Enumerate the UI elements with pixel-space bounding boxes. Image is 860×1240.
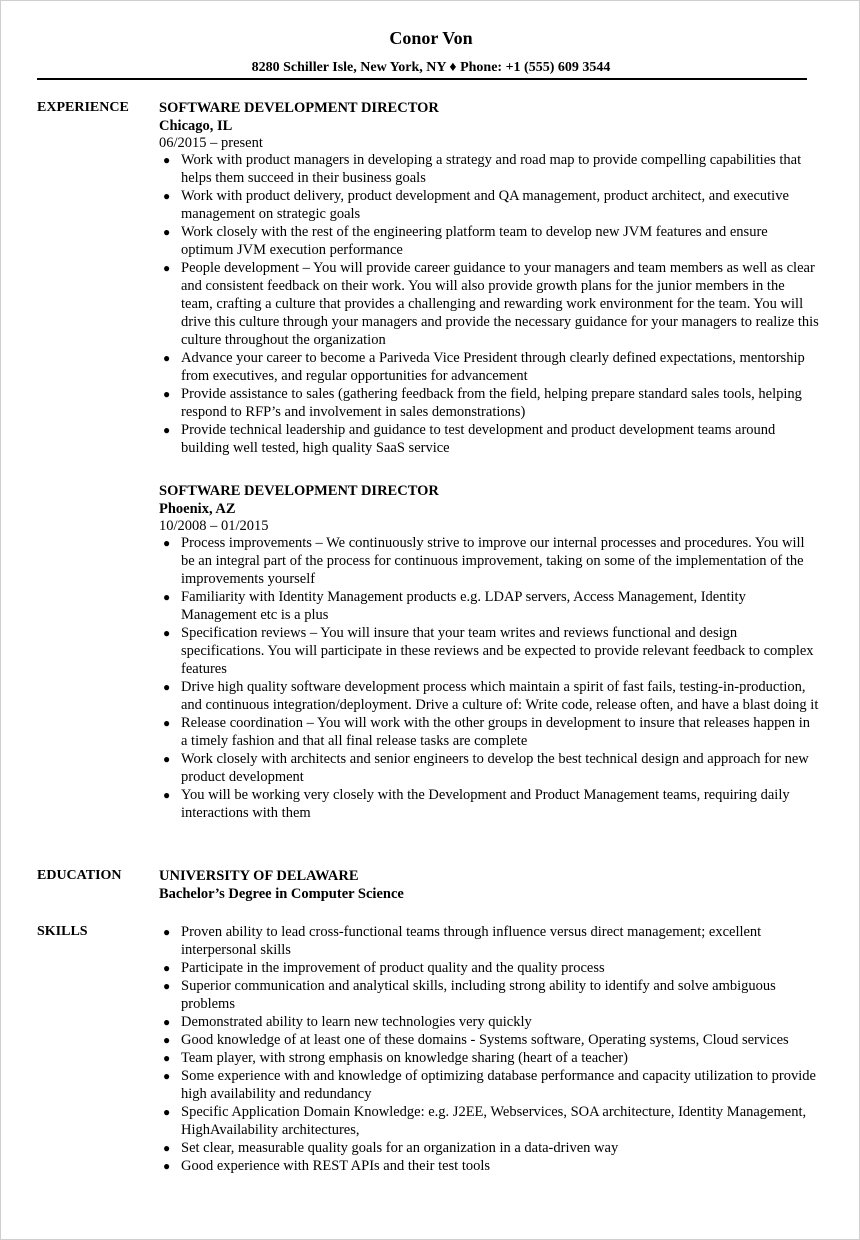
list-item-text: Provide assistance to sales (gathering feedback from the field, helping prepare standard sales tools, helping respond to RFP’s and involvement in sales demonstrations): [181, 386, 802, 420]
list-item-text: Demonstrated ability to learn new technologies very quickly: [181, 1014, 532, 1030]
list-item-text: Good knowledge of at least one of these domains - Systems software, Operating systems, Cloud services: [181, 1032, 789, 1048]
job-title: SOFTWARE DEVELOPMENT DIRECTOR: [159, 100, 439, 116]
bullet-icon: ●: [163, 680, 171, 694]
list-item: [159, 1103, 819, 1139]
contact-line: 8280 Schiller Isle, New York, NY ♦ Phone: +1 (555) 609 3544: [251, 60, 611, 75]
list-item: [159, 534, 819, 588]
bullet-icon: ●: [163, 925, 171, 939]
list-item-text: Work with product managers in developing a strategy and road map to provide compelling capabilities that helps them succeed in their business goals: [181, 152, 802, 186]
list-item-text: Set clear, measurable quality goals for an organization in a data-driven way: [181, 1140, 619, 1156]
list-item: [159, 624, 819, 678]
list-item: [159, 588, 819, 624]
education-heading: EDUCATION: [37, 868, 122, 883]
candidate-name: Conor Von: [389, 28, 473, 48]
skills-entry: [159, 923, 819, 1175]
bullet-icon: ●: [163, 351, 171, 365]
list-item: [159, 259, 819, 349]
list-item: [159, 786, 819, 822]
list-item-text: Process improvements – We continuously strive to improve our internal processes and procedures. You will be an integral part of the process for continuous improvement, taking on some of the implementation of the improvements yourself: [181, 535, 805, 587]
list-item: [159, 187, 819, 223]
list-item: [159, 714, 819, 750]
job-location: Chicago, IL: [159, 118, 233, 134]
list-item-text: Drive high quality software development process which maintain a spirit of fast fails, testing-in-production, and continuous integration/deployment. Drive a culture of: Write code, release often, and have a blast doing it: [181, 679, 819, 713]
job-bullet-list: [159, 534, 819, 822]
list-item: [159, 750, 819, 786]
bullet-icon: ●: [163, 788, 171, 802]
bullet-icon: ●: [163, 1159, 171, 1173]
list-item-text: Familiarity with Identity Management products e.g. LDAP servers, Access Management, Identity Management etc is a plus: [181, 589, 746, 623]
school-name: UNIVERSITY OF DELAWARE: [159, 868, 359, 884]
bullet-icon: ●: [163, 1051, 171, 1065]
list-item: [159, 151, 819, 187]
list-item-text: Release coordination – You will work with the other groups in development to insure that releases happen in a timely fashion and that all final release tasks are complete: [181, 715, 811, 749]
bullet-icon: ●: [163, 261, 171, 275]
list-item-text: Provide technical leadership and guidance to test development and product development teams around building well tested, high quality SaaS service: [181, 422, 776, 456]
job-location: Phoenix, AZ: [159, 501, 236, 517]
bullet-icon: ●: [163, 716, 171, 730]
list-item: [159, 959, 819, 977]
list-item: [159, 223, 819, 259]
list-item-text: Participate in the improvement of product quality and the quality process: [181, 960, 605, 976]
education-entry: [159, 867, 819, 903]
list-item: [159, 678, 819, 714]
list-item-text: Work with product delivery, product development and QA management, product architect, and executive management on strategic goals: [181, 188, 789, 222]
list-item: [159, 1139, 819, 1157]
list-item-text: Proven ability to lead cross-functional teams through influence versus direct management; excellent interpersonal skills: [181, 924, 762, 958]
list-item: [159, 385, 819, 421]
list-item-text: Advance your career to become a Pariveda Vice President through clearly defined expectations, mentorship from executives, and regular opportunities for advancement: [181, 350, 805, 384]
experience-heading: EXPERIENCE: [37, 100, 129, 115]
job-bullet-list: [159, 151, 819, 457]
list-item-text: Some experience with and knowledge of optimizing database performance and capacity utilization to provide high availability and redundancy: [181, 1068, 816, 1102]
bullet-icon: ●: [163, 1069, 171, 1083]
bullet-icon: ●: [163, 1141, 171, 1155]
list-item-text: Specification reviews – You will insure that your team writes and reviews functional and design specifications. You will participate in these reviews and be expected to provide relevant feedback to complex features: [181, 625, 814, 677]
job-title: SOFTWARE DEVELOPMENT DIRECTOR: [159, 483, 439, 499]
list-item-text: You will be working very closely with the Development and Product Management teams, requiring daily interactions with them: [181, 787, 790, 821]
bullet-icon: ●: [163, 189, 171, 203]
bullet-icon: ●: [163, 626, 171, 640]
list-item: [159, 421, 819, 457]
bullet-icon: ●: [163, 752, 171, 766]
list-item-text: Superior communication and analytical skills, including strong ability to identify and solve ambiguous problems: [181, 978, 776, 1012]
job-dates: 10/2008 – 01/2015: [159, 518, 269, 534]
list-item-text: Specific Application Domain Knowledge: e.g. J2EE, Webservices, SOA architecture, Identity Management, HighAvailability architectures,: [181, 1104, 807, 1138]
header-divider: [37, 78, 807, 80]
list-item: [159, 1031, 819, 1049]
list-item-text: People development – You will provide career guidance to your managers and team members as well as clear and consistent feedback on their work. You will also provide growth plans for the junior members in the team, crafting a culture that provides a challenging and rewarding work environment for the team. You will drive this culture through your managers and provide the necessary guidance for your managers to realize this culture throughout the organization: [181, 260, 819, 348]
job-entry-2: [159, 482, 819, 822]
list-item-text: Good experience with REST APIs and their test tools: [181, 1158, 491, 1174]
list-item: [159, 1067, 819, 1103]
job-entry-1: [159, 99, 819, 457]
list-item-text: Work closely with architects and senior engineers to develop the best technical design and approach for new product development: [181, 751, 809, 785]
bullet-icon: ●: [163, 979, 171, 993]
degree-name: Bachelor’s Degree in Computer Science: [159, 886, 404, 902]
job-dates: 06/2015 – present: [159, 135, 263, 151]
bullet-icon: ●: [163, 423, 171, 437]
list-item-text: Work closely with the rest of the engineering platform team to develop new JVM features and ensure optimum JVM execution performance: [181, 224, 768, 258]
list-item: [159, 1013, 819, 1031]
bullet-icon: ●: [163, 1015, 171, 1029]
list-item: [159, 349, 819, 385]
bullet-icon: ●: [163, 590, 171, 604]
bullet-icon: ●: [163, 1033, 171, 1047]
list-item: [159, 1049, 819, 1067]
bullet-icon: ●: [163, 225, 171, 239]
list-item: [159, 977, 819, 1013]
list-item-text: Team player, with strong emphasis on knowledge sharing (heart of a teacher): [181, 1050, 628, 1066]
bullet-icon: ●: [163, 961, 171, 975]
skills-heading: SKILLS: [37, 924, 88, 939]
list-item: [159, 923, 819, 959]
skills-list: [159, 923, 819, 1175]
bullet-icon: ●: [163, 536, 171, 550]
bullet-icon: ●: [163, 153, 171, 167]
list-item: [159, 1157, 819, 1175]
bullet-icon: ●: [163, 387, 171, 401]
bullet-icon: ●: [163, 1105, 171, 1119]
